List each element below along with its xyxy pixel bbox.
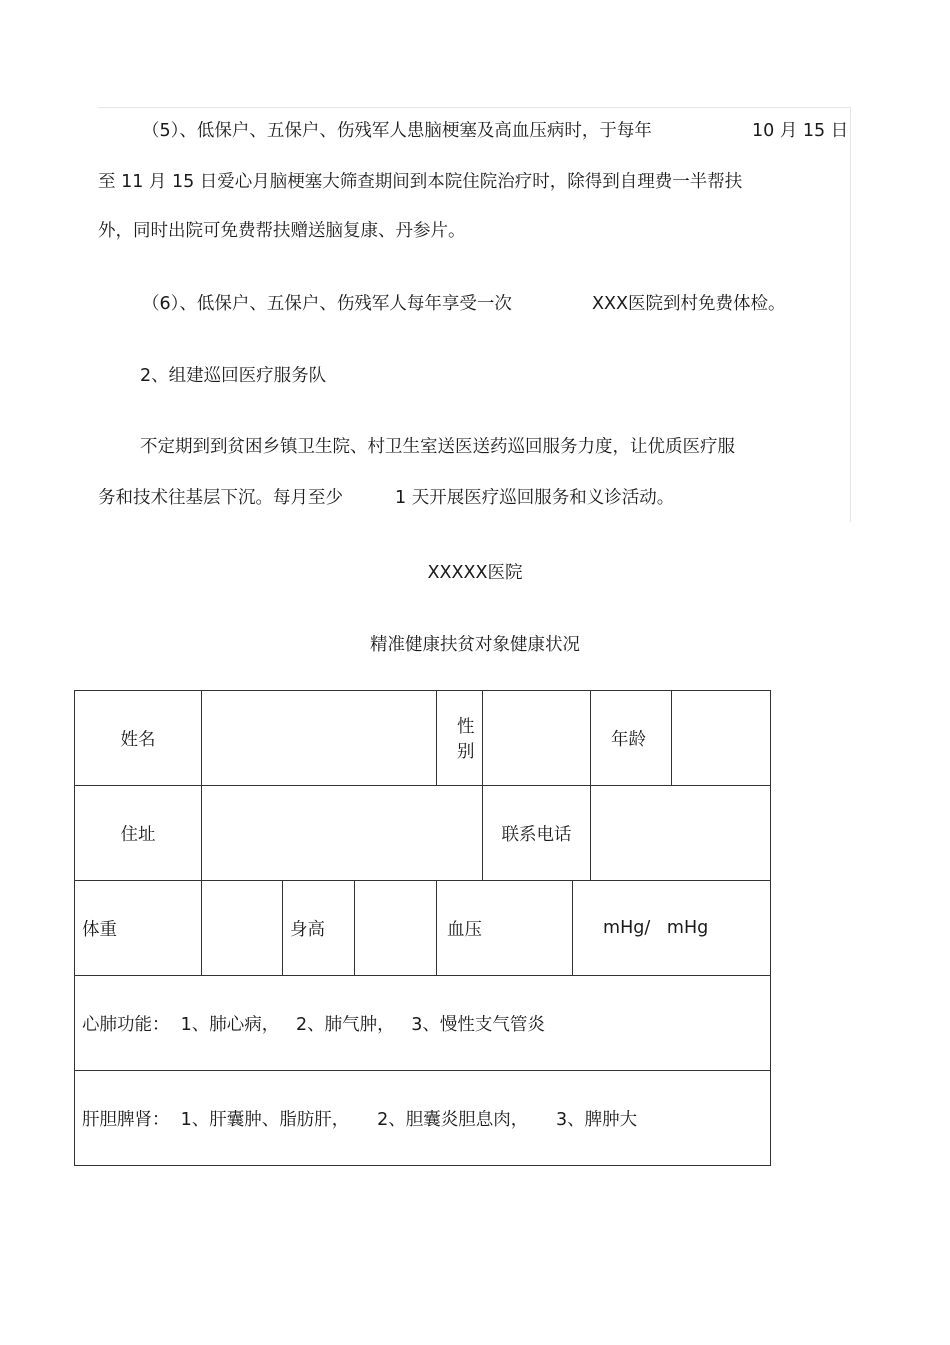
paragraph-6-line-b: XXX医院到村免费体检。 [592, 294, 786, 314]
health-status-form [74, 690, 771, 1166]
hospital-title: XXXXX医院 [427, 563, 523, 583]
section-heading-2: 2、组建巡回医疗服务队 [140, 366, 327, 386]
liver-gallbladder-spleen-kidney-line: 肝胆脾肾： 1、肝囊肿、脂肪肝， 2、胆囊炎胆息肉， 3、脾肿大 [75, 1071, 771, 1166]
form-row-liver [75, 1071, 771, 1166]
form-title: 精准健康扶贫对象健康状况 [370, 635, 580, 655]
height-field[interactable] [355, 881, 437, 976]
paragraph-5-line-1 [142, 119, 652, 143]
form-row-measurements [75, 881, 771, 976]
age-label: 年龄 [591, 691, 672, 786]
height-label: 身高 [283, 881, 355, 976]
form-row-name [75, 691, 771, 786]
form-row-address [75, 786, 771, 881]
form-row-cardio [75, 976, 771, 1071]
paragraph-7-line-2a: 务和技术往基层下沉。每月至少 [98, 488, 343, 508]
age-field[interactable] [672, 691, 771, 786]
page-frame-top [98, 107, 850, 108]
weight-field[interactable] [202, 881, 283, 976]
paragraph-5-line-3: 外，同时出院可免费帮扶赠送脑复康、丹参片。 [98, 221, 466, 241]
name-label: 姓名 [75, 691, 202, 786]
weight-label: 体重 [75, 881, 202, 976]
paragraph-5-date [752, 119, 848, 143]
gender-label: 性别 [437, 691, 483, 786]
paragraph-6-line-a: （6）、低保户、五保户、伤残军人每年享受一次 [142, 294, 512, 314]
paragraph-7-line-1: 不定期到到贫困乡镇卫生院、村卫生室送医送药巡回服务力度，让优质医疗服 [140, 437, 735, 457]
paragraph-7-line-2b: 1 天开展医疗巡回服务和义诊活动。 [395, 488, 675, 508]
blood-pressure-label: 血压 [437, 881, 573, 976]
address-field[interactable] [202, 786, 483, 881]
phone-field[interactable] [591, 786, 771, 881]
blood-pressure-field[interactable]: mHg/ mHg [573, 881, 771, 976]
paragraph-5-text-a: （5）、低保户、五保户、伤残军人患脑梗塞及高血压病时，于每年 [142, 121, 652, 141]
phone-label: 联系电话 [483, 786, 591, 881]
paragraph-5-text-b: 10 月 15 日 [752, 121, 849, 141]
paragraph-5-line-2: 至 11 月 15 日爱心月脑梗塞大筛查期间到本院住院治疗时，除得到自理费一半帮扶 [98, 172, 743, 192]
page-frame-right [850, 107, 851, 522]
name-field[interactable] [202, 691, 437, 786]
cardiopulmonary-function-line: 心肺功能： 1、肺心病， 2、肺气肿， 3、慢性支气管炎 [75, 976, 771, 1071]
address-label: 住址 [75, 786, 202, 881]
gender-field[interactable] [483, 691, 591, 786]
